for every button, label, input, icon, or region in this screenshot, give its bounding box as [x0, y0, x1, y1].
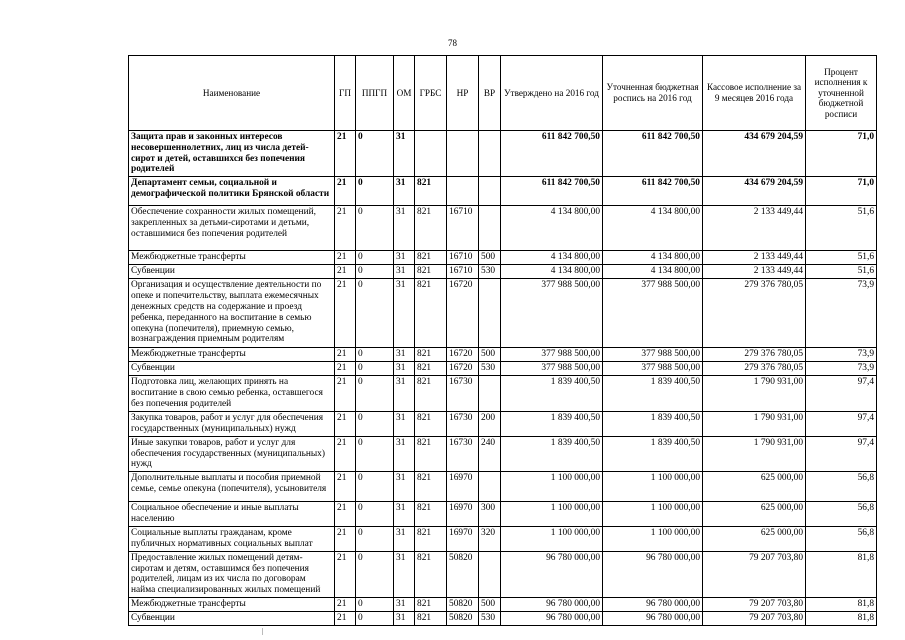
cell-cash: 625 000,00	[703, 472, 806, 502]
budget-table	[128, 55, 877, 626]
cell-vr: 500	[479, 251, 501, 265]
cell-ppgp: 0	[356, 502, 394, 527]
cell-gp: 21	[335, 251, 356, 265]
table-row	[129, 206, 877, 251]
scan-mark	[262, 628, 263, 635]
header-om: ОМ	[394, 56, 415, 131]
cell-approved: 1 839 400,50	[501, 411, 603, 436]
cell-gp: 21	[335, 526, 356, 551]
cell-percent: 73,9	[806, 348, 877, 362]
cell-cash: 1 790 931,00	[703, 436, 806, 471]
cell-name: Социальное обеспечение и иные выплаты населению	[129, 502, 335, 527]
cell-vr: 200	[479, 411, 501, 436]
cell-approved: 4 134 800,00	[501, 206, 603, 251]
table-row	[129, 612, 877, 626]
cell-gp: 21	[335, 411, 356, 436]
cell-nr: 16730	[447, 436, 479, 471]
cell-percent: 51,6	[806, 251, 877, 265]
table-row	[129, 265, 877, 279]
cell-name: Подготовка лиц, желающих принять на воспитание в свою семью ребенка, оставшегося без попечения родителей	[129, 376, 335, 411]
cell-approved: 611 842 700,50	[501, 131, 603, 177]
cell-gp: 21	[335, 502, 356, 527]
cell-om: 31	[394, 177, 415, 206]
cell-refined: 611 842 700,50	[603, 177, 703, 206]
cell-ppgp: 0	[356, 612, 394, 626]
header-vr: ВР	[479, 56, 501, 131]
cell-om: 31	[394, 436, 415, 471]
cell-approved: 377 988 500,00	[501, 348, 603, 362]
cell-approved: 377 988 500,00	[501, 362, 603, 376]
cell-grbs: 821	[415, 362, 447, 376]
cell-refined: 611 842 700,50	[603, 131, 703, 177]
cell-gp: 21	[335, 348, 356, 362]
cell-om: 31	[394, 598, 415, 612]
cell-name: Дополнительные выплаты и пособия приемной семье, семье опекуна (попечителя), усыновителя	[129, 472, 335, 502]
cell-nr	[447, 177, 479, 206]
cell-refined: 377 988 500,00	[603, 362, 703, 376]
cell-gp: 21	[335, 177, 356, 206]
cell-om: 31	[394, 265, 415, 279]
header-cash: Кассовое исполнение за 9 месяцев 2016 года	[703, 56, 806, 131]
cell-om: 31	[394, 472, 415, 502]
cell-vr: 240	[479, 436, 501, 471]
cell-vr: 320	[479, 526, 501, 551]
cell-vr: 500	[479, 598, 501, 612]
cell-approved: 96 780 000,00	[501, 598, 603, 612]
cell-vr	[479, 177, 501, 206]
cell-refined: 377 988 500,00	[603, 279, 703, 348]
cell-approved: 1 839 400,50	[501, 376, 603, 411]
cell-grbs: 821	[415, 502, 447, 527]
cell-name: Организация и осуществление деятельности по опеке и попечительству, выплата ежемесячных денежных средств на содержание и проезд ребенка, переданного на воспитание в семью опекуна (попечителя), приемную семью, вознаграждения приемным родителям	[129, 279, 335, 348]
cell-gp: 21	[335, 598, 356, 612]
cell-refined: 4 134 800,00	[603, 206, 703, 251]
cell-om: 31	[394, 502, 415, 527]
cell-refined: 1 100 000,00	[603, 526, 703, 551]
cell-gp: 21	[335, 206, 356, 251]
cell-ppgp: 0	[356, 177, 394, 206]
cell-om: 31	[394, 526, 415, 551]
cell-gp: 21	[335, 279, 356, 348]
cell-grbs: 821	[415, 251, 447, 265]
header-gp: ГП	[335, 56, 356, 131]
cell-name: Департамент семьи, социальной и демографической политики Брянской области	[129, 177, 335, 206]
cell-refined: 96 780 000,00	[603, 612, 703, 626]
cell-approved: 377 988 500,00	[501, 279, 603, 348]
cell-gp: 21	[335, 612, 356, 626]
cell-percent: 56,8	[806, 502, 877, 527]
cell-grbs: 821	[415, 411, 447, 436]
cell-ppgp: 0	[356, 206, 394, 251]
cell-cash: 79 207 703,80	[703, 551, 806, 597]
cell-percent: 51,6	[806, 265, 877, 279]
cell-cash: 2 133 449,44	[703, 206, 806, 251]
cell-nr: 16970	[447, 526, 479, 551]
header-grbs: ГРБС	[415, 56, 447, 131]
cell-grbs	[415, 131, 447, 177]
cell-grbs: 821	[415, 598, 447, 612]
cell-ppgp: 0	[356, 279, 394, 348]
cell-cash: 625 000,00	[703, 526, 806, 551]
cell-vr: 500	[479, 348, 501, 362]
cell-om: 31	[394, 279, 415, 348]
cell-nr	[447, 131, 479, 177]
cell-name: Межбюджетные трансферты	[129, 598, 335, 612]
cell-percent: 97,4	[806, 376, 877, 411]
cell-name: Защита прав и законных интересов несовершеннолетних, лиц из числа детей-сирот и детей, оставшихся без попечения родителей	[129, 131, 335, 177]
cell-vr	[479, 279, 501, 348]
cell-refined: 1 839 400,50	[603, 376, 703, 411]
cell-ppgp: 0	[356, 362, 394, 376]
cell-gp: 21	[335, 131, 356, 177]
header-name: Наименование	[129, 56, 335, 131]
cell-om: 31	[394, 612, 415, 626]
cell-nr: 16720	[447, 362, 479, 376]
cell-percent: 56,8	[806, 472, 877, 502]
cell-approved: 1 100 000,00	[501, 526, 603, 551]
header-nr: НР	[447, 56, 479, 131]
cell-percent: 56,8	[806, 526, 877, 551]
cell-grbs: 821	[415, 265, 447, 279]
cell-name: Межбюджетные трансферты	[129, 348, 335, 362]
cell-om: 31	[394, 411, 415, 436]
table-row	[129, 348, 877, 362]
cell-vr: 530	[479, 362, 501, 376]
table-row	[129, 131, 877, 177]
cell-grbs: 821	[415, 348, 447, 362]
table-row	[129, 472, 877, 502]
cell-nr: 16970	[447, 472, 479, 502]
table-row	[129, 376, 877, 411]
cell-refined: 1 100 000,00	[603, 472, 703, 502]
cell-cash: 1 790 931,00	[703, 376, 806, 411]
cell-name: Межбюджетные трансферты	[129, 251, 335, 265]
cell-cash: 79 207 703,80	[703, 598, 806, 612]
cell-grbs: 821	[415, 376, 447, 411]
cell-percent: 71,0	[806, 131, 877, 177]
cell-gp: 21	[335, 436, 356, 471]
cell-grbs: 821	[415, 279, 447, 348]
cell-gp: 21	[335, 472, 356, 502]
cell-cash: 434 679 204,59	[703, 131, 806, 177]
cell-nr: 16720	[447, 348, 479, 362]
cell-cash: 79 207 703,80	[703, 612, 806, 626]
cell-cash: 2 133 449,44	[703, 251, 806, 265]
table-body	[129, 131, 877, 626]
table-row	[129, 551, 877, 597]
cell-approved: 611 842 700,50	[501, 177, 603, 206]
cell-ppgp: 0	[356, 131, 394, 177]
cell-vr	[479, 206, 501, 251]
cell-om: 31	[394, 348, 415, 362]
cell-ppgp: 0	[356, 251, 394, 265]
cell-nr: 16730	[447, 376, 479, 411]
cell-nr: 50820	[447, 598, 479, 612]
table-row	[129, 362, 877, 376]
cell-cash: 1 790 931,00	[703, 411, 806, 436]
cell-cash: 279 376 780,05	[703, 348, 806, 362]
cell-grbs: 821	[415, 526, 447, 551]
cell-refined: 4 134 800,00	[603, 251, 703, 265]
cell-name: Социальные выплаты гражданам, кроме публичных нормативных социальных выплат	[129, 526, 335, 551]
cell-refined: 1 100 000,00	[603, 502, 703, 527]
cell-cash: 279 376 780,05	[703, 362, 806, 376]
cell-om: 31	[394, 362, 415, 376]
table-header-row	[129, 56, 877, 131]
cell-gp: 21	[335, 376, 356, 411]
cell-nr: 16710	[447, 265, 479, 279]
cell-name: Субвенции	[129, 265, 335, 279]
cell-ppgp: 0	[356, 472, 394, 502]
cell-ppgp: 0	[356, 436, 394, 471]
cell-approved: 1 839 400,50	[501, 436, 603, 471]
cell-ppgp: 0	[356, 411, 394, 436]
table-row	[129, 502, 877, 527]
cell-refined: 377 988 500,00	[603, 348, 703, 362]
table-row	[129, 436, 877, 471]
cell-grbs: 821	[415, 612, 447, 626]
cell-gp: 21	[335, 551, 356, 597]
cell-name: Субвенции	[129, 612, 335, 626]
cell-nr: 16970	[447, 502, 479, 527]
cell-ppgp: 0	[356, 348, 394, 362]
cell-percent: 71,0	[806, 177, 877, 206]
cell-percent: 97,4	[806, 436, 877, 471]
header-approved: Утверждено на 2016 год	[501, 56, 603, 131]
cell-refined: 4 134 800,00	[603, 265, 703, 279]
cell-approved: 1 100 000,00	[501, 502, 603, 527]
cell-cash: 434 679 204,59	[703, 177, 806, 206]
cell-nr: 16730	[447, 411, 479, 436]
cell-nr: 16710	[447, 206, 479, 251]
cell-vr: 530	[479, 612, 501, 626]
cell-nr: 16710	[447, 251, 479, 265]
cell-grbs: 821	[415, 436, 447, 471]
cell-grbs: 821	[415, 177, 447, 206]
cell-grbs: 821	[415, 551, 447, 597]
cell-approved: 1 100 000,00	[501, 472, 603, 502]
header-refined: Уточненная бюджетная роспись на 2016 год	[603, 56, 703, 131]
cell-percent: 73,9	[806, 362, 877, 376]
cell-refined: 96 780 000,00	[603, 551, 703, 597]
cell-om: 31	[394, 251, 415, 265]
table-row	[129, 251, 877, 265]
cell-vr	[479, 472, 501, 502]
cell-om: 31	[394, 131, 415, 177]
header-ppgp: ППГП	[356, 56, 394, 131]
cell-refined: 1 839 400,50	[603, 436, 703, 471]
table-row	[129, 177, 877, 206]
cell-om: 31	[394, 206, 415, 251]
cell-name: Иные закупки товаров, работ и услуг для обеспечения государственных (муниципальных) нужд	[129, 436, 335, 471]
page-number: 78	[448, 38, 457, 48]
cell-om: 31	[394, 551, 415, 597]
cell-name: Закупка товаров, работ и услуг для обеспечения государственных (муниципальных) нужд	[129, 411, 335, 436]
cell-approved: 4 134 800,00	[501, 251, 603, 265]
header-percent: Процент исполнения к уточненной бюджетной росписи	[806, 56, 877, 131]
table-row	[129, 279, 877, 348]
cell-percent: 81,8	[806, 598, 877, 612]
cell-ppgp: 0	[356, 265, 394, 279]
table-row	[129, 598, 877, 612]
cell-name: Обеспечение сохранности жилых помещений, закрепленных за детьми-сиротами и детьми, оставшимися без попечения родителей	[129, 206, 335, 251]
cell-vr: 530	[479, 265, 501, 279]
cell-grbs: 821	[415, 472, 447, 502]
cell-cash: 2 133 449,44	[703, 265, 806, 279]
cell-cash: 279 376 780,05	[703, 279, 806, 348]
cell-om: 31	[394, 376, 415, 411]
table-row	[129, 411, 877, 436]
cell-name: Предоставление жилых помещений детям-сиротам и детям, оставшимся без попечения родителей, лицам из их числа по договорам найма специализированных жилых помещений	[129, 551, 335, 597]
cell-grbs: 821	[415, 206, 447, 251]
cell-percent: 97,4	[806, 411, 877, 436]
cell-name: Субвенции	[129, 362, 335, 376]
cell-ppgp: 0	[356, 598, 394, 612]
cell-nr: 50820	[447, 612, 479, 626]
cell-vr	[479, 551, 501, 597]
cell-approved: 96 780 000,00	[501, 612, 603, 626]
cell-gp: 21	[335, 265, 356, 279]
cell-gp: 21	[335, 362, 356, 376]
cell-cash: 625 000,00	[703, 502, 806, 527]
cell-vr	[479, 131, 501, 177]
cell-ppgp: 0	[356, 551, 394, 597]
cell-approved: 4 134 800,00	[501, 265, 603, 279]
cell-nr: 50820	[447, 551, 479, 597]
cell-ppgp: 0	[356, 376, 394, 411]
cell-percent: 81,8	[806, 612, 877, 626]
cell-vr: 300	[479, 502, 501, 527]
cell-approved: 96 780 000,00	[501, 551, 603, 597]
cell-percent: 51,6	[806, 206, 877, 251]
cell-nr: 16720	[447, 279, 479, 348]
cell-percent: 73,9	[806, 279, 877, 348]
cell-ppgp: 0	[356, 526, 394, 551]
cell-percent: 81,8	[806, 551, 877, 597]
cell-refined: 1 839 400,50	[603, 411, 703, 436]
cell-vr	[479, 376, 501, 411]
table-row	[129, 526, 877, 551]
cell-refined: 96 780 000,00	[603, 598, 703, 612]
